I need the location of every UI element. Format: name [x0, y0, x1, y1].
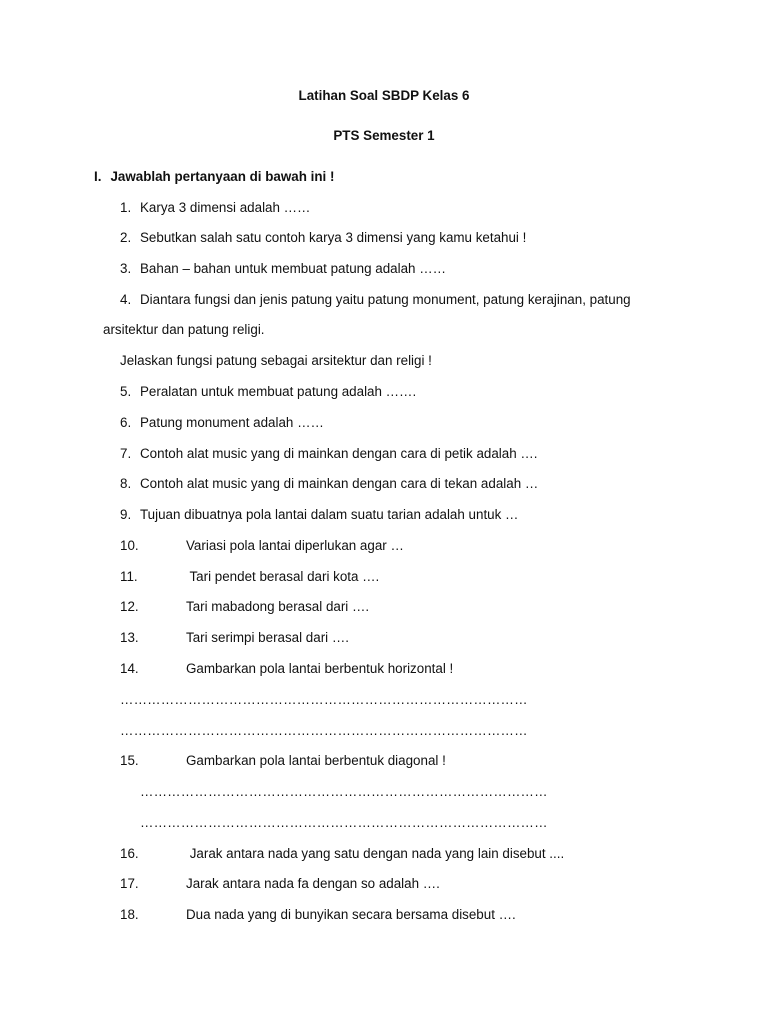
question-text: Tari pendet berasal dari kota …. — [186, 569, 380, 584]
question-text: Sebutkan salah satu contoh karya 3 dimensi yang kamu ketahui ! — [140, 230, 527, 245]
question-item — [120, 661, 453, 677]
question-number: 2. — [120, 230, 132, 245]
question-number: 10. — [120, 538, 139, 553]
question-item — [120, 200, 310, 216]
question-item — [120, 569, 379, 585]
question-item — [120, 261, 446, 277]
question-number: 1. — [120, 200, 132, 215]
question-number: 9. — [120, 507, 132, 522]
question-item — [120, 415, 324, 431]
question-number: 11. — [120, 569, 138, 584]
question-text: Karya 3 dimensi adalah …… — [140, 200, 311, 215]
section-instruction: Jawablah pertanyaan di bawah ini ! — [110, 169, 335, 184]
question-text: Variasi pola lantai diperlukan agar … — [186, 538, 404, 553]
answer-line: ……………………………………………………………………………… — [120, 723, 528, 738]
question-item — [120, 292, 631, 308]
question-number: 12. — [120, 599, 139, 614]
section-numeral: I. — [94, 169, 102, 184]
page-subtitle: PTS Semester 1 — [333, 128, 435, 143]
question-text: Gambarkan pola lantai berbentuk horizontal ! — [186, 661, 454, 676]
question-item — [120, 846, 564, 862]
question-item — [120, 538, 404, 554]
question-continuation: arsitektur dan patung religi. — [103, 322, 265, 337]
answer-line: ……………………………………………………………………………… — [140, 815, 548, 830]
question-text: Jarak antara nada fa dengan so adalah …. — [186, 876, 440, 891]
question-text: Bahan – bahan untuk membuat patung adalah …… — [140, 261, 446, 276]
question-number: 5. — [120, 384, 132, 399]
question-text: Contoh alat music yang di mainkan dengan cara di tekan adalah … — [140, 476, 539, 491]
question-text: Tari serimpi berasal dari …. — [186, 630, 349, 645]
question-text: Patung monument adalah …… — [140, 415, 324, 430]
answer-line: ……………………………………………………………………………… — [120, 692, 528, 707]
question-followup: Jelaskan fungsi patung sebagai arsitektur dan religi ! — [120, 353, 432, 368]
question-number: 13. — [120, 630, 139, 645]
question-number: 7. — [120, 446, 132, 461]
question-number: 14. — [120, 661, 139, 676]
question-number: 17. — [120, 876, 139, 891]
question-item — [120, 599, 369, 615]
question-text: Tari mabadong berasal dari …. — [186, 599, 370, 614]
question-number: 18. — [120, 907, 139, 922]
question-number: 8. — [120, 476, 132, 491]
question-text: Jarak antara nada yang satu dengan nada yang lain disebut .... — [186, 846, 565, 861]
question-item — [120, 630, 349, 646]
question-text: Peralatan untuk membuat patung adalah ……. — [140, 384, 417, 399]
question-item — [120, 876, 440, 892]
question-item — [120, 446, 538, 462]
question-text: Dua nada yang di bunyikan secara bersama disebut …. — [186, 907, 516, 922]
question-item — [120, 753, 446, 769]
question-number: 16. — [120, 846, 139, 861]
question-item — [120, 384, 416, 400]
question-item — [120, 907, 516, 923]
question-text: Contoh alat music yang di mainkan dengan cara di petik adalah …. — [140, 446, 538, 461]
question-number: 15. — [120, 753, 139, 768]
question-item — [120, 507, 518, 523]
question-item — [120, 476, 538, 492]
question-text: Diantara fungsi dan jenis patung yaitu patung monument, patung kerajinan, patung — [140, 292, 631, 307]
page-title: Latihan Soal SBDP Kelas 6 — [298, 88, 470, 103]
question-number: 6. — [120, 415, 132, 430]
answer-line: ……………………………………………………………………………… — [140, 784, 548, 799]
question-number: 4. — [120, 292, 132, 307]
question-item — [120, 230, 526, 246]
question-number: 3. — [120, 261, 132, 276]
question-text: Tujuan dibuatnya pola lantai dalam suatu tarian adalah untuk … — [140, 507, 519, 522]
question-text: Gambarkan pola lantai berbentuk diagonal ! — [186, 753, 446, 768]
section-heading — [94, 169, 334, 185]
